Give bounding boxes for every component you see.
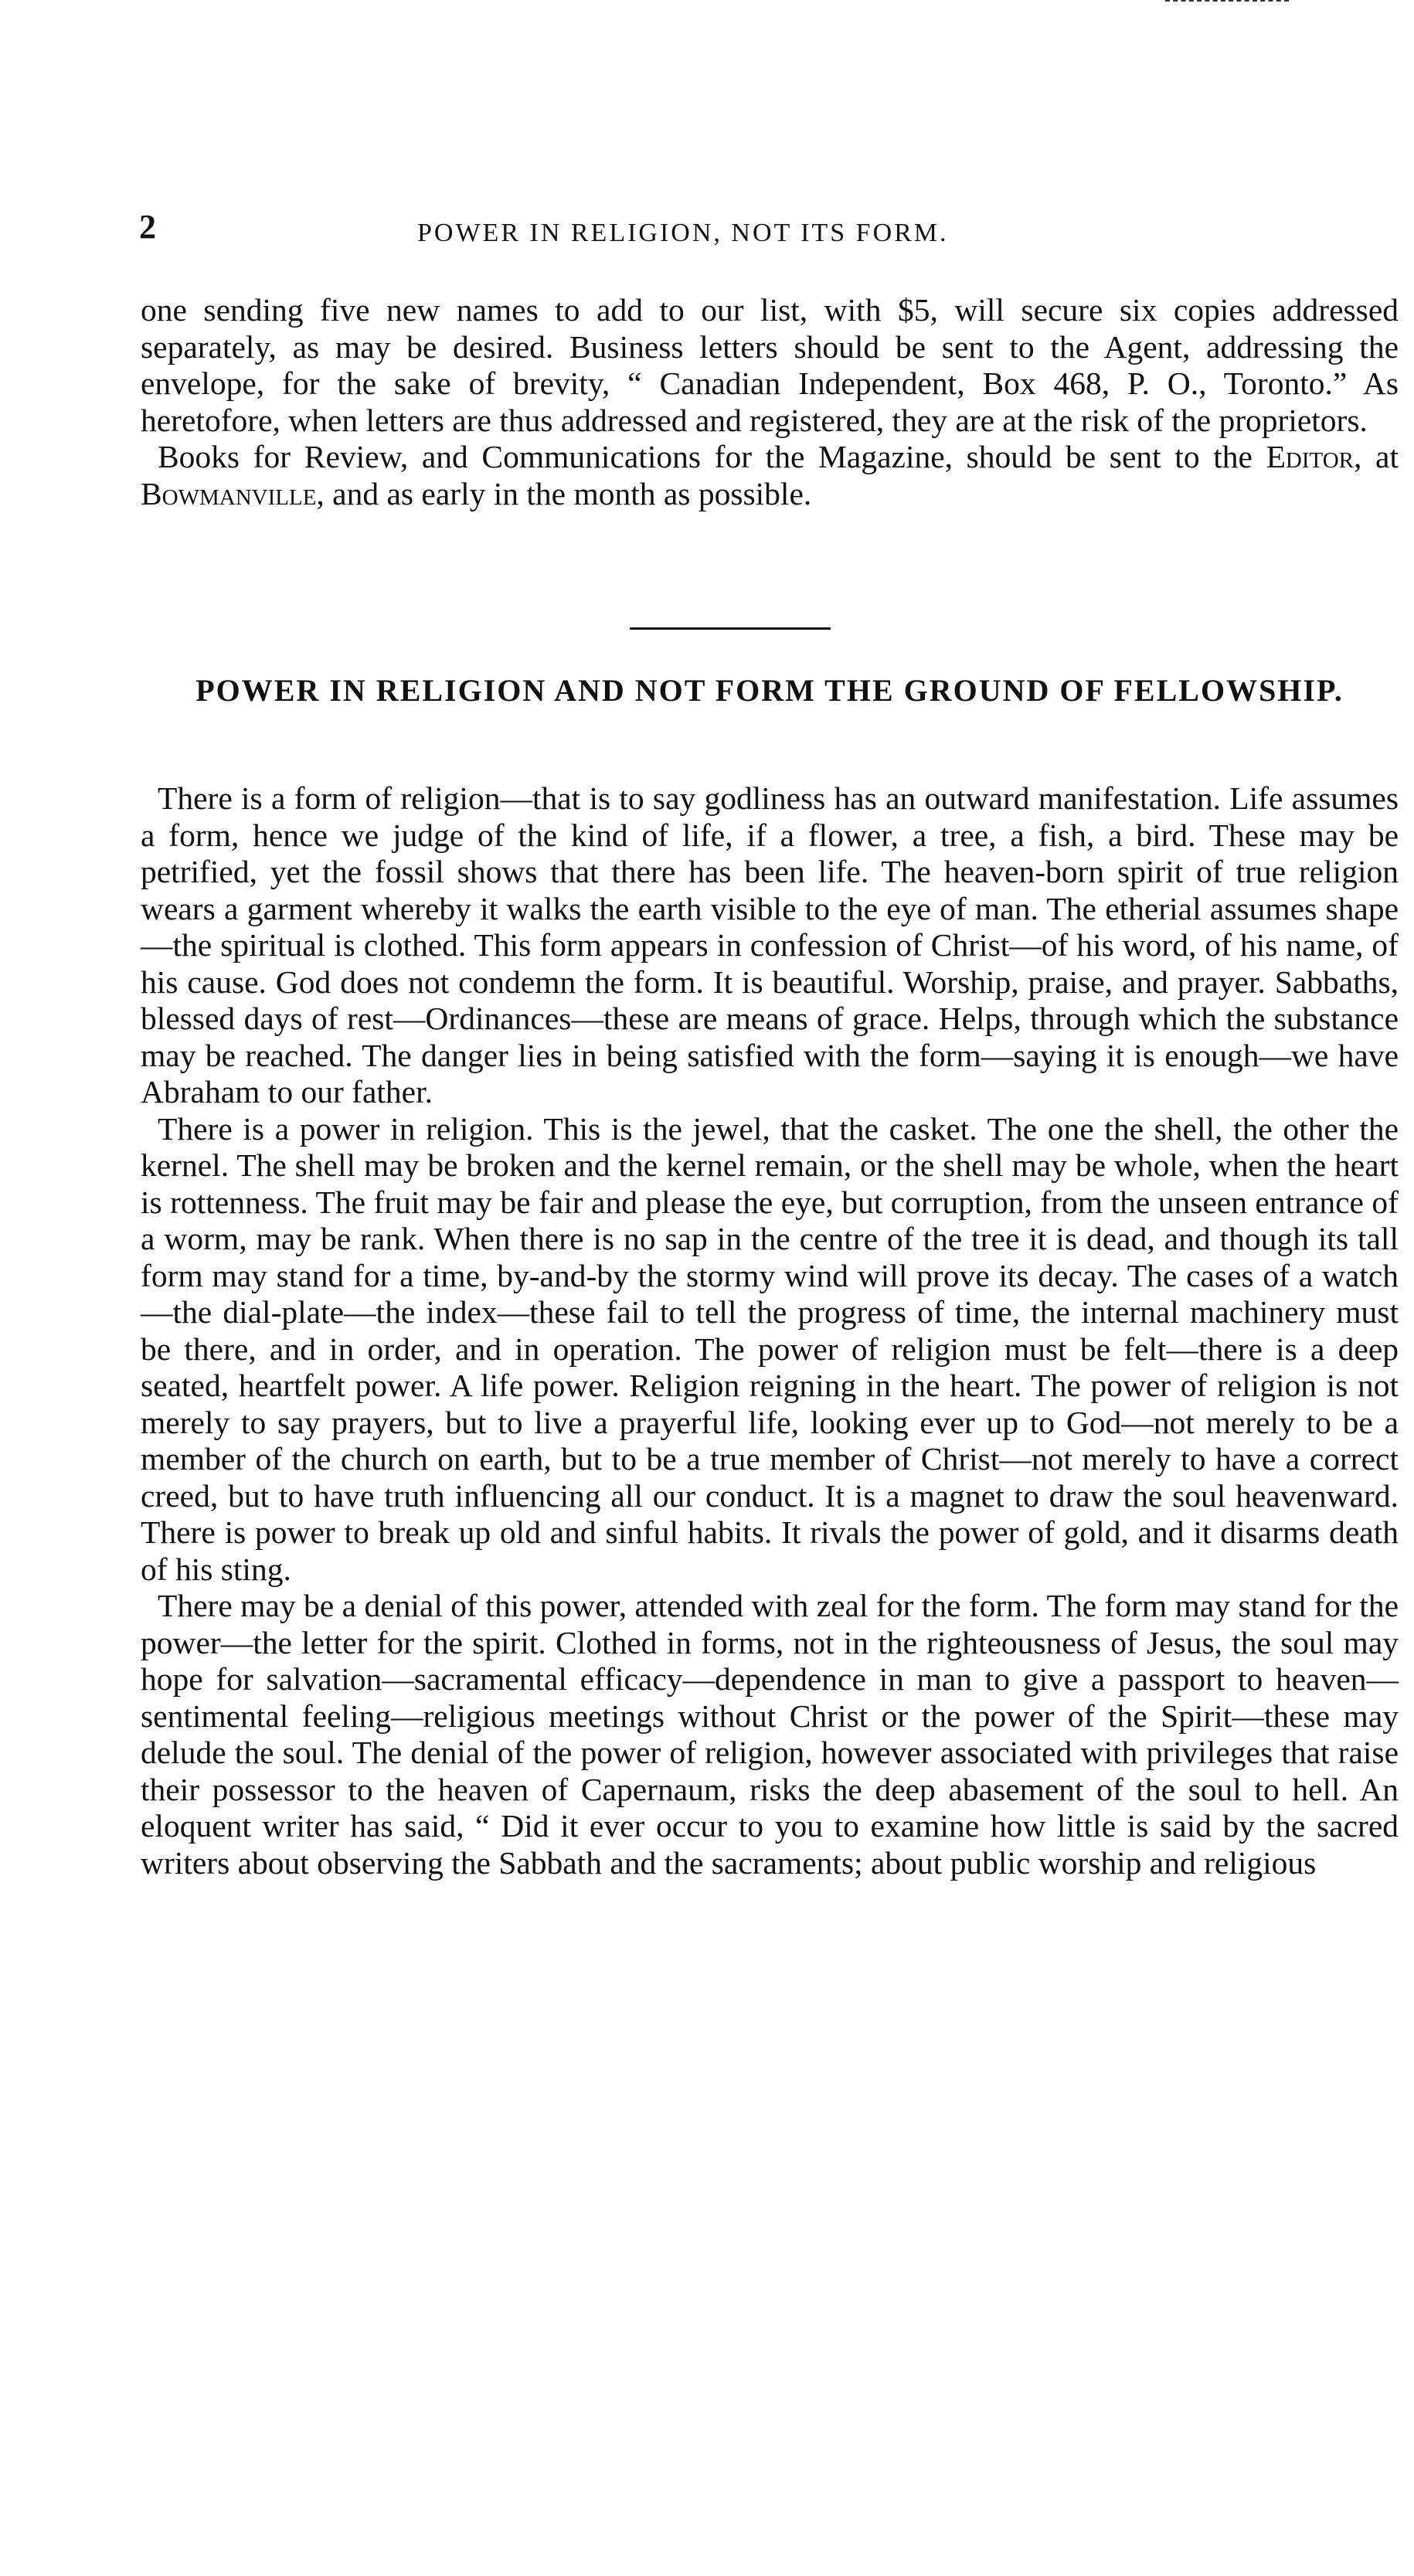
article-paragraph-2: There is a power in religion. This is the jewel, that the casket. The one the shell, the other the kernel. The shell may be broken and the kernel remain, or the shell may be whole, when the heart is rottenness. The fruit may be fair and please the eye, but corruption, from the unseen entrance of a worm, may be rank. When there is no sap in the centre of the tree it is dead, and though its tall form may stand for a time, by-and-by the stormy wind will prove its decay. The cases of a watch—the dial-plate—the index—these fail to tell the progress of time, the internal machinery must be there, and in order, and in operation. The power of religion must be felt—there is a deep seated, heartfelt power. A life power. Religion reigning in the heart. The power of religion is not merely to say prayers, but to live a prayerful life, looking ever up to God—not merely to be a member of the church on earth, but to be a true member of Christ—not merely to have a correct creed, but to have truth influencing all our conduct. It is a magnet to draw the soul heavenward. There is power to break up old and sinful habits. It rivals the power of gold, and it disarms death of his sting. <box>141 1110 1399 1587</box>
books-review-paragraph <box>141 439 1399 512</box>
books-review-text-mid: , at <box>1354 439 1399 474</box>
article-body <box>141 780 1399 1881</box>
article-paragraph-3: There may be a denial of this power, attended with zeal for the form. The form may stand for the power—the letter for the spirit. Clothed in forms, not in the righteousness of Jesus, the soul may hope for salvation—sacramental efficacy—dependence in man to give a passport to heaven—sentimental feeling—religious meetings without Christ or the power of the Spirit—these may delude the soul. The denial of the power of religion, however associated with privileges that raise their possessor to the heaven of Capernaum, risks the deep abasement of the soul to hell. An eloquent writer has said, “ Did it ever occur to you to examine how little is said by the sacred writers about observing the Sabbath and the sacraments; about public worship and religious <box>141 1588 1399 1881</box>
article-title: POWER IN RELIGION AND NOT FORM THE GROUND OF FELLOWSHIP. <box>195 673 1344 708</box>
article-paragraph-1: There is a form of religion—that is to say godliness has an outward manifestation. Life assumes a form, hence we judge of the kind of life, if a flower, a tree, a fish, a bird. These may be petrified, yet the fossil shows that there has been life. The heaven-born spirit of true religion wears a garment whereby it walks the earth visible to the eye of man. The etherial assumes shape—the spiritual is clothed. This form appears in confession of Christ—of his word, of his name, of his cause. God does not condemn the form. It is beautiful. Worship, praise, and prayer. Sabbaths, blessed days of rest—Ordinances—these are means of grace. Helps, through which the substance may be reached. The danger lies in being satisfied with the form—saying it is enough—we have Abraham to our father. <box>141 780 1399 1110</box>
page-number: 2 <box>139 208 156 246</box>
running-title: POWER IN RELIGION, NOT ITS FORM. <box>417 219 949 247</box>
books-review-text-end: , and as early in the month as possible. <box>316 475 812 511</box>
ink-speck <box>1165 0 1289 6</box>
editor-label: Editor <box>1266 439 1355 474</box>
books-review-text-start: Books for Review, and Communications for the Magazine, should be sent to the <box>158 439 1266 474</box>
section-divider <box>630 627 831 630</box>
intro-notice <box>141 292 1399 512</box>
intro-paragraph: one sending five new names to add to our list, with $5, will secure six copies addressed separately, as may be desired. Business letters should be sent to the Agent, addressing the envelope, for the sake of brevity, “ Canadian Independent, Box 468, P. O., Toronto.” As heretofore, when letters are thus addressed and registered, they are at the risk of the proprietors. <box>141 292 1399 438</box>
bowmanville-label: Bowmanville <box>141 475 317 511</box>
